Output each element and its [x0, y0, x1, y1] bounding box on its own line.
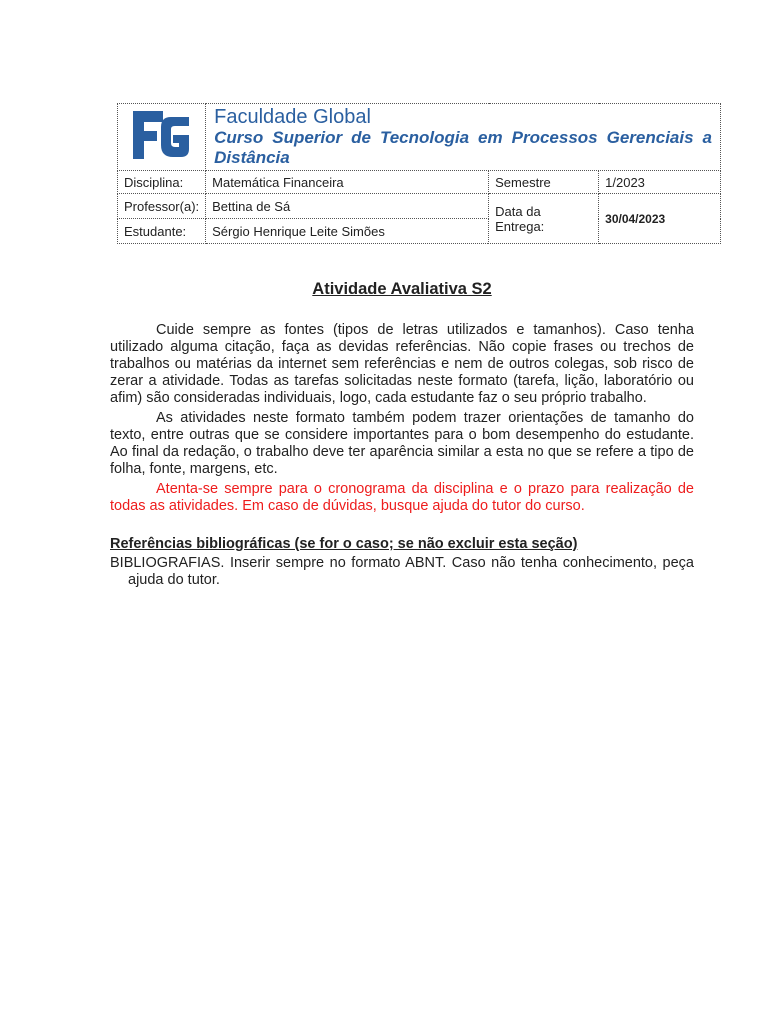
- paragraph-1: Cuide sempre as fontes (tipos de letras utilizados e tamanhos). Caso tenha utilizado alguma citação, faça as devidas referências. Não copie frases ou trechos de trabalhos ou matérias da internet sem referências e nem de outros colegas, sob risco de zerar a atividade. Todas as tarefas solicitadas neste formato (tarefa, lição, laboratório ou afim) são consideradas individuais, logo, cada estudante faz o seu próprio trabalho.: [110, 322, 694, 406]
- student-value: Sérgio Henrique Leite Simões: [206, 219, 489, 244]
- warning-paragraph: Atenta-se sempre para o cronograma da disciplina e o prazo para realização de todas as atividades. Em caso de dúvidas, busque ajuda do tutor do curso.: [110, 481, 694, 514]
- paragraph-2: As atividades neste formato também podem trazer orientações de tamanho do texto, entre outras que se considere importantes para o bom desempenho do estudante. Ao final da redação, o trabalho deve ter aparência similar a esta no que se refere a tipo de folha, fonte, margens, etc.: [110, 410, 694, 477]
- semester-label: Semestre: [489, 171, 599, 194]
- references-text: BIBLIOGRAFIAS. Inserir sempre no formato ABNT. Caso não tenha conhecimento, peça ajuda do tutor.: [110, 555, 694, 588]
- document-title: Atividade Avaliativa S2: [312, 280, 492, 298]
- document-body: [110, 278, 694, 589]
- fg-logo-icon: [131, 109, 193, 163]
- logo-cell: [118, 104, 206, 171]
- title-cell: [206, 104, 721, 171]
- course-name: Curso Superior de Tecnologia em Processos Gerenciais a Distância: [214, 128, 712, 167]
- due-date-value: 30/04/2023: [599, 194, 721, 244]
- student-label: Estudante:: [118, 219, 206, 244]
- header-table: [117, 103, 721, 244]
- references-heading: Referências bibliográficas (se for o caso; se não excluir esta seção): [110, 536, 578, 552]
- due-date-label: Data da Entrega:: [489, 194, 599, 244]
- discipline-value: Matemática Financeira: [206, 171, 489, 194]
- semester-value: 1/2023: [599, 171, 721, 194]
- discipline-label: Disciplina:: [118, 171, 206, 194]
- professor-label: Professor(a):: [118, 194, 206, 219]
- professor-value: Bettina de Sá: [206, 194, 489, 219]
- institution-name: Faculdade Global: [214, 106, 371, 128]
